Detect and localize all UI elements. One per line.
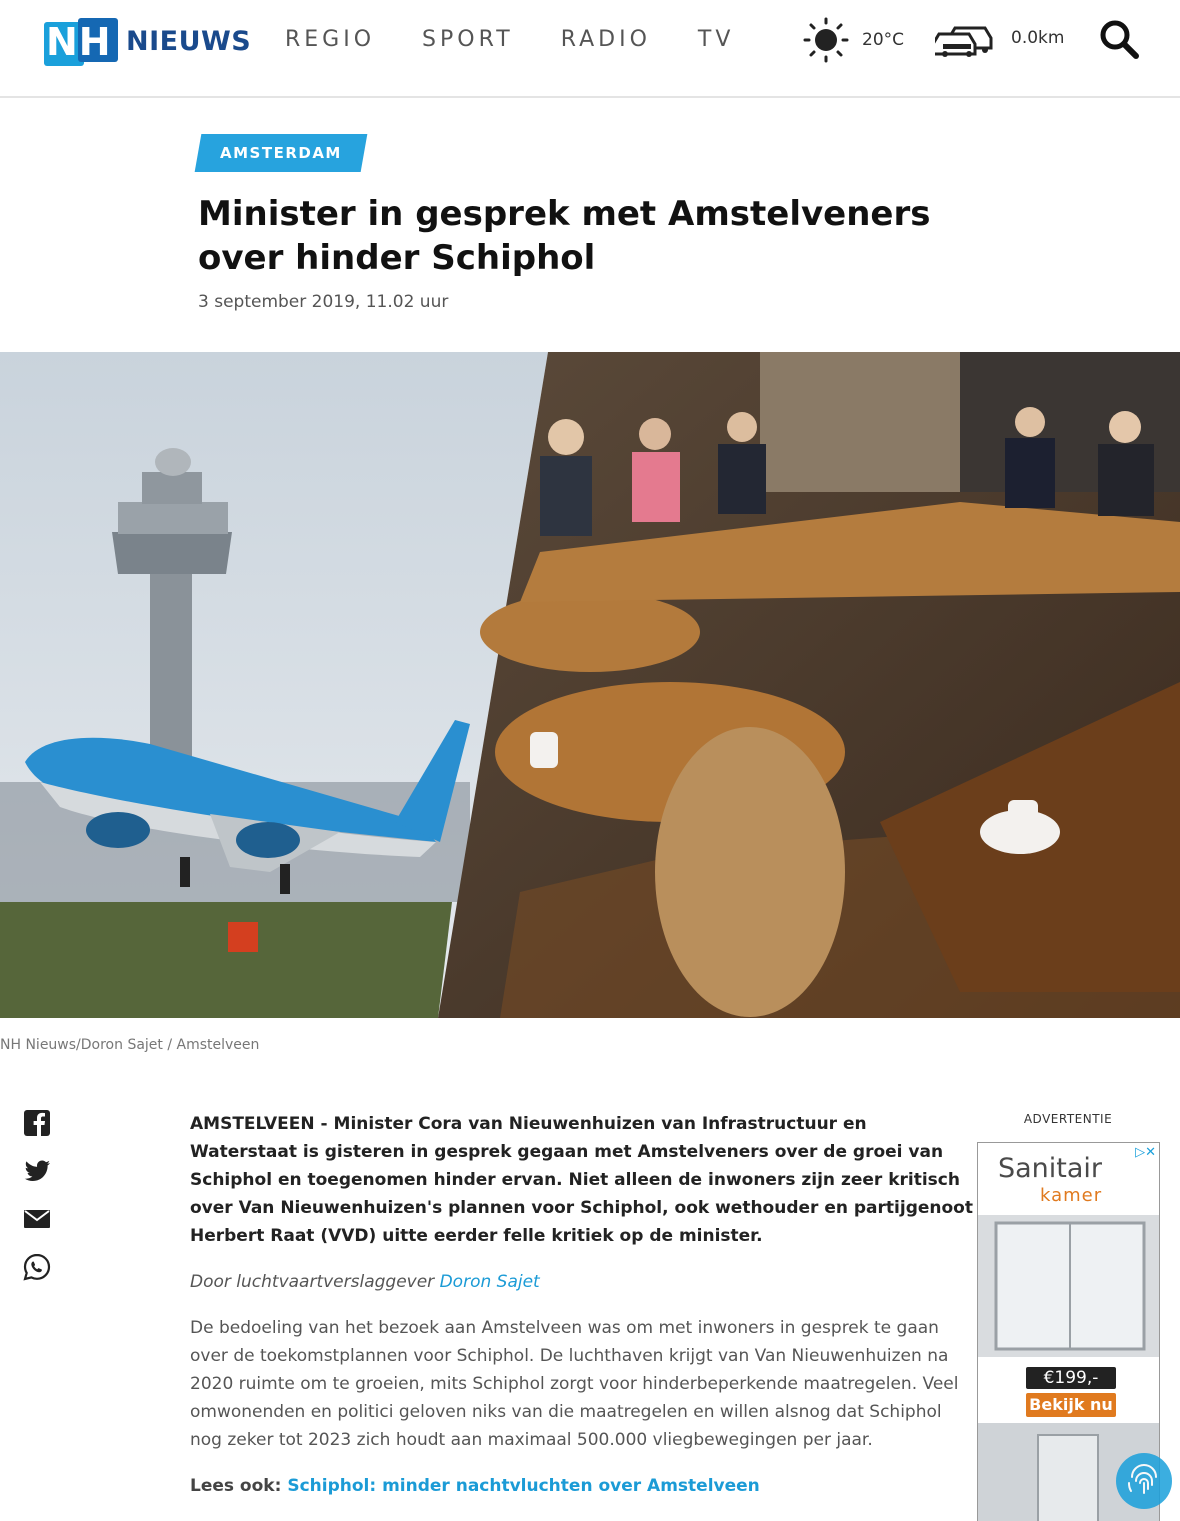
sun-icon: [800, 16, 852, 64]
image-caption: NH Nieuws/Doron Sajet / Amstelveen: [0, 1037, 260, 1053]
traffic-distance: 0.0km: [1011, 28, 1065, 48]
facebook-icon[interactable]: [22, 1108, 52, 1138]
share-bar: [22, 1108, 52, 1300]
category-tag[interactable]: AMSTERDAM: [195, 134, 368, 172]
ad-brand: Sanitair: [998, 1153, 1103, 1184]
mail-icon[interactable]: [22, 1204, 52, 1234]
nav-item-regio[interactable]: REGIO: [285, 27, 376, 52]
nh-logo-badge: NH: [44, 14, 120, 68]
nav-item-radio[interactable]: RADIO: [560, 27, 651, 52]
weather-widget[interactable]: [800, 16, 904, 64]
ad-price: €199,-: [1026, 1367, 1116, 1389]
article-lead: AMSTELVEEN - Minister Cora van Nieuwenhuizen van Infrastructuur en Waterstaat is gisteren in gesprek gegaan met Amstelveners over de groei van Schiphol en toegenomen hinder ervan. Niet alleen de inwoners zijn zeer kritisch over Van Nieuwenhuizen's plannen voor Schiphol, ook wethouder en partijgenoot Herbert Raat (VVD) uitte eerder felle kritiek op de minister.: [190, 1114, 973, 1246]
nav-item-tv[interactable]: TV: [697, 27, 735, 52]
fingerprint-icon: [1116, 1453, 1172, 1509]
ad-label: ADVERTENTIE: [1023, 1112, 1113, 1126]
nh-nieuws-logo[interactable]: [44, 14, 251, 68]
author-link[interactable]: Doron Sajet: [439, 1272, 540, 1292]
whatsapp-icon[interactable]: [22, 1252, 52, 1282]
article-paragraph: De bedoeling van het bezoek aan Amstelveen was om met inwoners in gesprek te gaan over de toekomstplannen voor Schiphol. De luchthaven krijgt van Van Nieuwenhuizen na 2020 ruimte om te groeien, mits Schiphol zorgt voor hinderbeperkende maatregelen. Veel omwonenden en politici geloven niks van die maatregelen en willen alsnog dat Schiphol nog zeker tot 2023 zich houdt aan maximaal 500.000 vliegbewegingen per jaar.: [190, 1318, 959, 1450]
article-title: Minister in gesprek met Amstelveners over hinder Schiphol: [198, 194, 931, 278]
nav-item-sport[interactable]: SPORT: [422, 27, 514, 52]
byline-prefix: Door luchtvaartverslaggever: [190, 1272, 435, 1292]
ad-cta-button[interactable]: Bekijk nu: [1026, 1393, 1116, 1417]
site-header: [0, 0, 1180, 98]
ad-choices-close-icon[interactable]: ▷✕: [1135, 1145, 1156, 1160]
search-icon: [1098, 18, 1140, 60]
article-date: 3 september 2019, 11.02 uur: [198, 292, 449, 312]
read-more-label: Lees ook:: [190, 1476, 282, 1496]
twitter-icon[interactable]: [22, 1156, 52, 1186]
ad-brand-sub: kamer: [1040, 1185, 1103, 1206]
traffic-widget[interactable]: [935, 18, 1064, 58]
read-more-link[interactable]: Schiphol: minder nachtvluchten over Amstelveen: [287, 1476, 760, 1496]
traffic-cars-icon: [935, 18, 999, 58]
logo-wordmark: NIEUWS: [126, 25, 252, 57]
temperature-value: 20°C: [862, 30, 905, 50]
article-byline: [190, 1268, 975, 1296]
main-nav: [285, 27, 781, 52]
article-body: [190, 1110, 975, 1500]
read-more: [190, 1472, 975, 1500]
fingerprint-button[interactable]: [1116, 1453, 1172, 1509]
hero-image: [0, 352, 1180, 1018]
search-button[interactable]: [1098, 18, 1140, 60]
